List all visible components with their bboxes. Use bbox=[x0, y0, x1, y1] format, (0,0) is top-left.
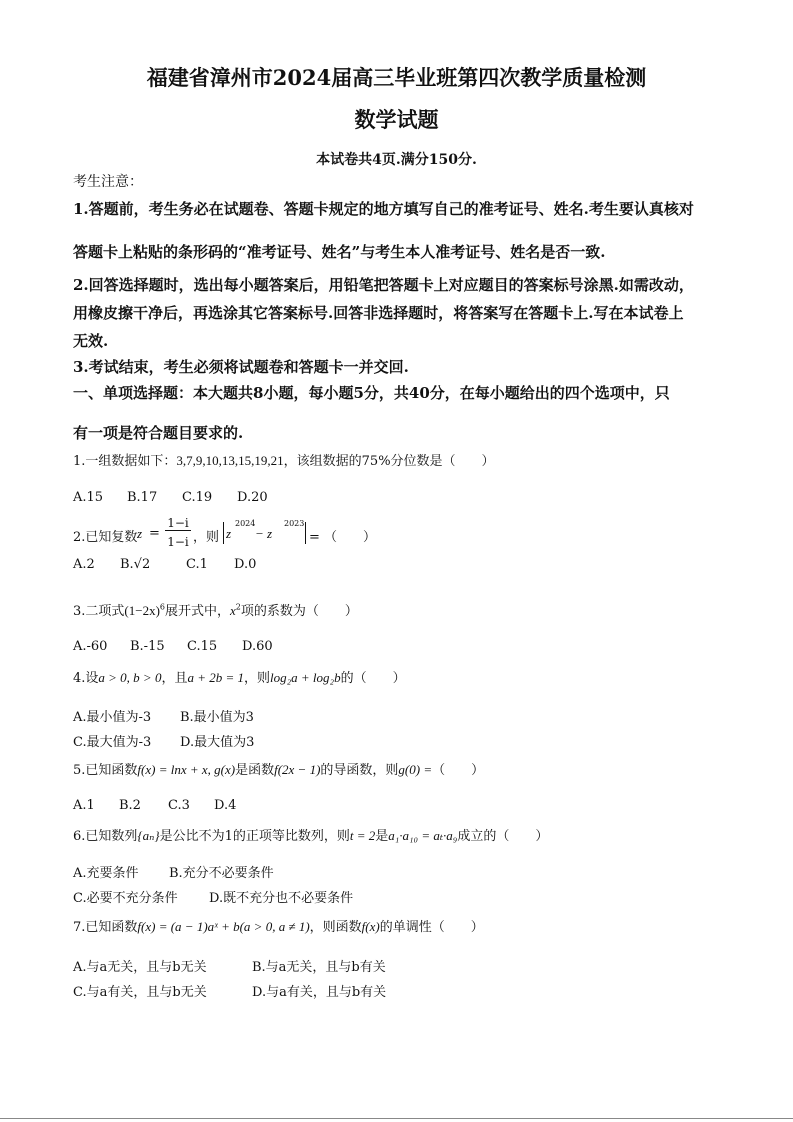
question-7-expr: f(x) = (a − 1)aˣ + b(a > 0, a ≠ 1) bbox=[137, 919, 310, 934]
notice-item-2-line-1: 2.回答选择题时，选出每小题答案后，用铅笔把答题卡上对应题目的答案标号涂黑.如需改动， bbox=[73, 276, 694, 294]
question-2-exp-2: 2023 bbox=[284, 519, 305, 528]
question-3-mid: 展开式中， bbox=[165, 604, 231, 619]
question-1-prefix: 1.一组数据如下： bbox=[73, 454, 177, 469]
question-4-expr: log₂a + log₂b bbox=[270, 670, 341, 685]
option-b: B.最小值为3 bbox=[180, 710, 254, 725]
option-b: B.-15 bbox=[130, 639, 165, 654]
notice-item-2-line-3: 无效. bbox=[73, 332, 109, 350]
option-d: D.60 bbox=[242, 639, 273, 654]
question-4-suffix: 的（ ） bbox=[340, 671, 406, 686]
option-a: A.15 bbox=[73, 490, 104, 505]
question-1 bbox=[73, 450, 495, 469]
option-c: C.1 bbox=[186, 557, 208, 572]
option-d: D.与a有关，且与b有关 bbox=[252, 985, 387, 1000]
question-4-prefix: 4.设 bbox=[73, 671, 99, 686]
question-2-z: z bbox=[137, 526, 143, 541]
option-b: B.充分不必要条件 bbox=[169, 866, 274, 881]
question-7-suffix: 的单调性（ ） bbox=[379, 920, 484, 935]
question-3 bbox=[73, 600, 358, 619]
question-6-expr: a₁·a₁₀ = aₜ·a₉ bbox=[388, 828, 458, 843]
question-6-suffix: 成立的（ ） bbox=[457, 829, 549, 844]
notice-item-3: 3.考试结束，考生必须将试题卷和答题卡一并交回. bbox=[73, 358, 409, 376]
question-4-mid-1: ，且 bbox=[161, 671, 188, 686]
notice-item-2-line-2: 用橡皮擦干净后，再选涂其它答案标号.回答非选择题时，将答案写在答题卡上.写在本试卷上 bbox=[73, 304, 684, 322]
question-2-exp-1: 2024 bbox=[235, 519, 256, 528]
option-a: A.最小值为-3 bbox=[73, 710, 152, 725]
notice-heading: 考生注意： bbox=[73, 174, 143, 190]
question-2-base: z bbox=[226, 526, 232, 541]
page-bottom-divider bbox=[0, 1118, 793, 1119]
exam-page: 福建省漳州市2024届高三毕业班第四次教学质量检测 数学试题 本试卷共4页.满分150分. 考生注意： 1.答题前，考生务必在试题卷、答题卡规定的地方填写自己的准考证号、姓名.考生要认真核对 答题卡上粘贴的条形码的“准考证号、姓名”与考生本人准考证号、姓名是否一致. 2.回答选择题时，选出每小题答案后，用铅笔把答题卡上对应题目的答案标号涂黑.如需改动， 用橡皮擦干净后，再选涂其它答案标号.回答非选择题时，将答案写在答题卡上.写在本试卷上 无效. 3.考试结束，考生必须将试题卷和答题卡一并交回. 一、单项选择题：本大题共8小题，每小题5分，共40分，在每小题给出的四个选项中，只 有一项是符合题目要求的. 1.一组数据如下：3,7,9,10,13,15,19,21，该组数据的75%分位数是（ ） A.15 B.17 C.19 D.20 2.已知复数 z = 1−i 1−i ，则 z 2024 − z 2023 = （ ） A.2 B.√2 C.1 D.0 3.二项式$(1-2x)^6$展开式中，$x^2$项的系数为（ ） A.-60 B.-15 C.15 D.60 4.设a > 0, b > 0，且a + 2b = 1，则log₂a + log₂b的（ ） A.最小值为-3 B.最小值为3 C.最大值为-3 D.最大值为3 5.已知函数f(x) = lnx + x, g(x)是函数f(2x − 1)的导函数，则g(0) =（ ） A.1 B.2 C.3 D.4 6.已知数列{aₙ}是公比不为1的正项等比数列，则t = 2是a₁·a₁₀ = aₜ·a₉成立的（ ） A.充要条件 B.充分不必要条件 C.必要不充分条件 D.既不充分也不必要条件 7.已知函数f(x) = (a − 1)aˣ + b(a > 0, a ≠ 1)，则函数f(x)的单调性（ ） A.与a无关，且与b无关 B.与a无关，且与b有关 C.与a有关，且与b无关 D.与a有关，且与b有关 bbox=[0, 0, 793, 1122]
question-4-cond-1: a > 0, b > 0 bbox=[98, 670, 162, 685]
question-7-options-row-2 bbox=[73, 981, 386, 1000]
option-b: B.与a无关，且与b有关 bbox=[252, 960, 386, 975]
question-7-mid: ，则函数 bbox=[309, 920, 362, 935]
option-b: B.2 bbox=[119, 798, 141, 813]
option-c: C.必要不充分条件 bbox=[73, 891, 178, 906]
option-d: D.既不充分也不必要条件 bbox=[209, 891, 354, 906]
question-2-suffix: = （ ） bbox=[309, 530, 377, 545]
question-5-f2: f(2x − 1) bbox=[274, 762, 321, 777]
question-2-prefix: 2.已知复数 bbox=[73, 530, 138, 545]
section-1-line-1: 一、单项选择题：本大题共8小题，每小题5分，共40分，在每小题给出的四个选项中，只 bbox=[73, 384, 670, 402]
question-4-mid-2: ，则 bbox=[244, 671, 271, 686]
question-6-cond: t = 2 bbox=[349, 828, 376, 843]
question-3-options bbox=[73, 639, 273, 654]
question-6-options-row-1 bbox=[73, 862, 274, 881]
question-5-prefix: 5.已知函数 bbox=[73, 763, 138, 778]
question-1-data: 3,7,9,10,13,15,19,21 bbox=[176, 453, 284, 468]
question-6-prefix: 6.已知数列 bbox=[73, 829, 138, 844]
question-5-g0: g(0) = bbox=[398, 762, 433, 777]
notice-item-1-line-2: 答题卡上粘贴的条形码的“准考证号、姓名”与考生本人准考证号、姓名是否一致. bbox=[73, 243, 606, 261]
option-a: A.-60 bbox=[73, 639, 108, 654]
option-a: A.与a无关，且与b无关 bbox=[73, 960, 207, 975]
exam-subtitle: 数学试题 bbox=[354, 107, 439, 132]
option-a: A.2 bbox=[73, 557, 95, 572]
question-3-prefix: 3.二项式 bbox=[73, 604, 125, 619]
question-4 bbox=[73, 667, 406, 686]
question-1-options bbox=[73, 490, 268, 505]
question-7-prefix: 7.已知函数 bbox=[73, 920, 138, 935]
option-d: D.最大值为3 bbox=[180, 735, 255, 750]
question-3-exp: 6 bbox=[159, 602, 165, 612]
question-2-minus: − z bbox=[255, 526, 273, 541]
option-c: C.19 bbox=[182, 490, 213, 505]
exam-title: 福建省漳州市2024届高三毕业班第四次教学质量检测 bbox=[146, 65, 647, 90]
section-1-line-2: 有一项是符合题目要求的. bbox=[73, 424, 244, 442]
question-5-mid: 是函数 bbox=[235, 763, 275, 778]
option-c: C.15 bbox=[187, 639, 218, 654]
question-4-cond-2: a + 2b = 1 bbox=[187, 670, 245, 685]
option-d: D.0 bbox=[234, 557, 257, 572]
notice-item-1-line-1: 1.答题前，考生务必在试题卷、答题卡规定的地方填写自己的准考证号、姓名.考生要认真核对 bbox=[73, 200, 694, 218]
option-c: C.3 bbox=[168, 798, 190, 813]
question-2-denominator: 1−i bbox=[167, 535, 189, 549]
option-a: A.1 bbox=[73, 798, 95, 813]
question-4-options-row-1 bbox=[73, 706, 254, 725]
question-7-options-row-1 bbox=[73, 956, 386, 975]
question-6-mid: 是公比不为1的正项等比数列，则 bbox=[159, 829, 350, 844]
question-5-f: f(x) = lnx + x, g(x) bbox=[137, 762, 236, 777]
question-1-suffix: ，该组数据的75%分位数是（ ） bbox=[283, 454, 495, 469]
question-3-expr: (1−2x) bbox=[124, 603, 160, 618]
question-2-mid: ，则 bbox=[193, 530, 220, 545]
question-7-f: f(x) bbox=[361, 919, 380, 934]
option-b: B.17 bbox=[127, 490, 158, 505]
option-c: C.与a有关，且与b无关 bbox=[73, 985, 207, 1000]
option-b: B.√2 bbox=[120, 557, 151, 572]
question-5-suffix: （ ） bbox=[432, 763, 485, 778]
question-6 bbox=[73, 825, 548, 844]
option-a: A.充要条件 bbox=[73, 866, 139, 881]
option-d: D.4 bbox=[214, 798, 237, 813]
question-6-mid-2: 是 bbox=[375, 829, 389, 844]
question-4-options-row-2 bbox=[73, 731, 254, 750]
exam-meta: 本试卷共4页.满分150分. bbox=[316, 152, 477, 168]
question-5-mid-2: 的导函数，则 bbox=[320, 763, 399, 778]
question-6-options-row-2 bbox=[73, 887, 353, 906]
question-2-numerator: 1−i bbox=[165, 516, 191, 531]
question-5 bbox=[73, 759, 484, 778]
question-3-suffix: 项的系数为（ ） bbox=[240, 604, 358, 619]
question-5-options bbox=[73, 798, 236, 813]
question-3-x: x bbox=[230, 603, 236, 618]
question-6-seq: {aₙ} bbox=[137, 828, 160, 843]
option-d: D.20 bbox=[237, 490, 268, 505]
question-7 bbox=[73, 916, 484, 935]
question-3-x-exp: 2 bbox=[235, 602, 241, 612]
question-2-options bbox=[73, 557, 256, 572]
option-c: C.最大值为-3 bbox=[73, 735, 152, 750]
